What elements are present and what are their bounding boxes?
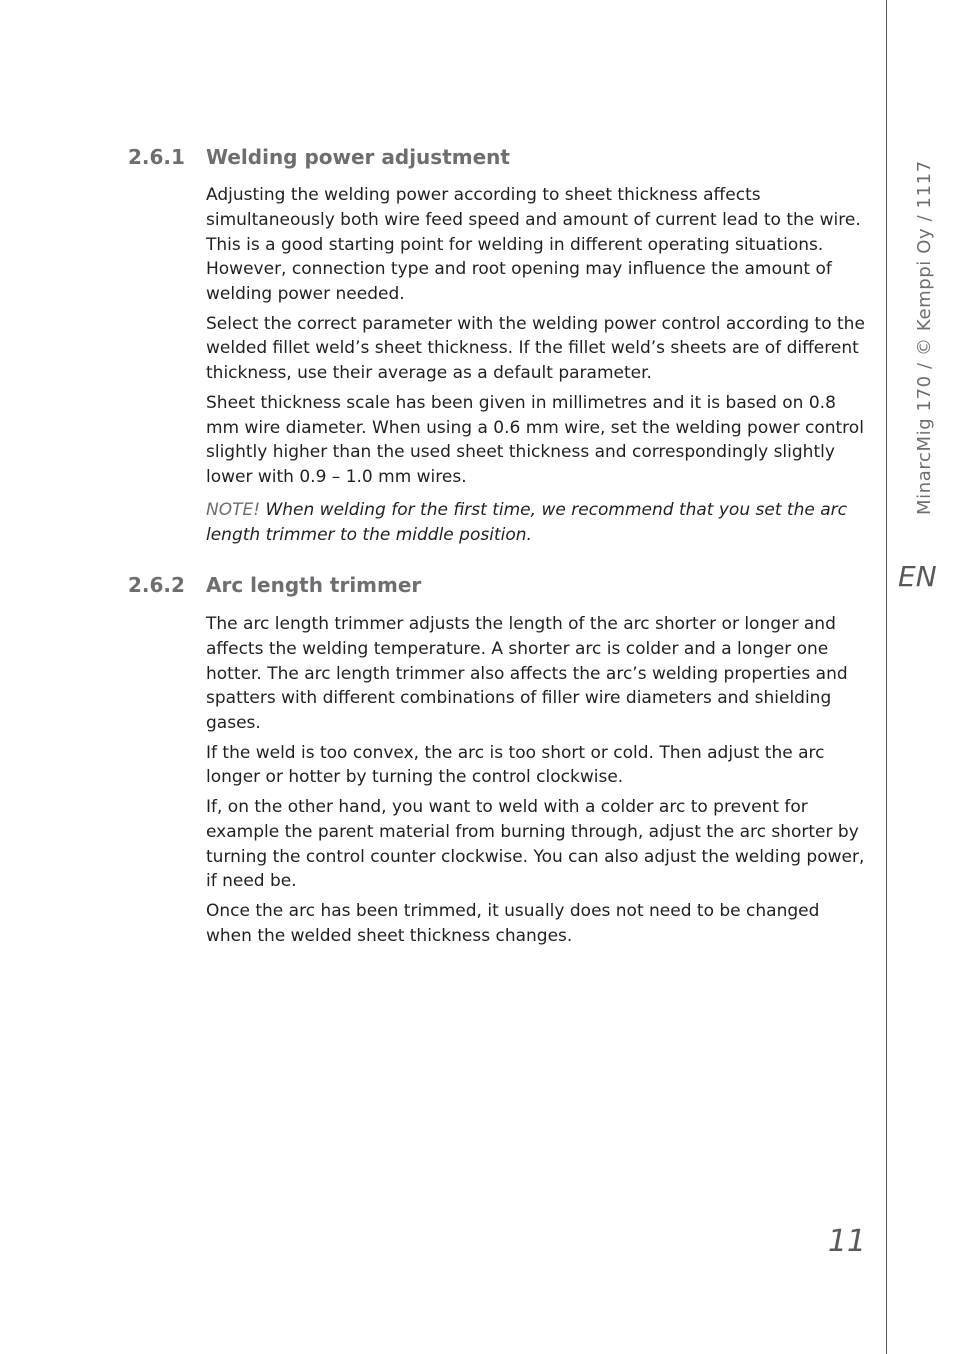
paragraph: Once the arc has been trimmed, it usually does not need to be changed when the welded sheet thickness changes. — [206, 900, 820, 946]
paragraph: Adjusting the welding power according to sheet thickness affects simultaneously both wire feed speed and amount of current lead to the wire. This is a good starting point for welding in different operating situations. However, connection type and root opening may influence the amount of welding power needed. — [206, 185, 861, 305]
page-number: 11 — [827, 1224, 866, 1259]
paragraph: The arc length trimmer adjusts the length of the arc shorter or longer and affects the welding temperature. A shorter arc is colder and a longer one hotter. The arc length trimmer also affects the arc’s welding properties and spatters with different combinations of filler wire diameters and shielding gases. — [206, 614, 848, 734]
note — [206, 498, 866, 548]
section-number: 2.6.1 — [128, 145, 185, 169]
note-text: When welding for the first time, we recommend that you set the arc length trimmer to the middle position. — [206, 499, 847, 545]
section-body-arc-length — [206, 612, 866, 953]
language-tab: EN — [898, 560, 937, 593]
section-heading-welding-power — [128, 145, 868, 169]
section-heading-arc-length — [128, 573, 868, 597]
paragraph: If the weld is too convex, the arc is too short or cold. Then adjust the arc longer or hotter by turning the control clockwise. — [206, 742, 825, 788]
section-title: Welding power adjustment — [206, 145, 510, 169]
section-title: Arc length trimmer — [206, 573, 422, 597]
paragraph: If, on the other hand, you want to weld with a colder arc to prevent for example the parent material from burning through, adjust the arc shorter by turning the control counter clockwise. You can also adjust the welding power, if need be. — [206, 796, 865, 892]
running-title: MinarcMig 170 / © Kemppi Oy / 1117 — [914, 160, 935, 515]
margin-divider — [886, 0, 887, 1354]
paragraph: Sheet thickness scale has been given in millimetres and it is based on 0.8 mm wire diameter. When using a 0.6 mm wire, set the welding power control slightly higher than the used sheet thickness and correspondingly slightly lower with 0.9 – 1.0 mm wires. — [206, 392, 864, 488]
paragraph: Select the correct parameter with the welding power control according to the welded fillet weld’s sheet thickness. If the fillet weld’s sheets are of different thickness, use their average as a default parameter. — [206, 313, 865, 384]
section-number: 2.6.2 — [128, 573, 185, 597]
section-body-welding-power — [206, 183, 866, 548]
note-label: NOTE! — [206, 499, 261, 520]
